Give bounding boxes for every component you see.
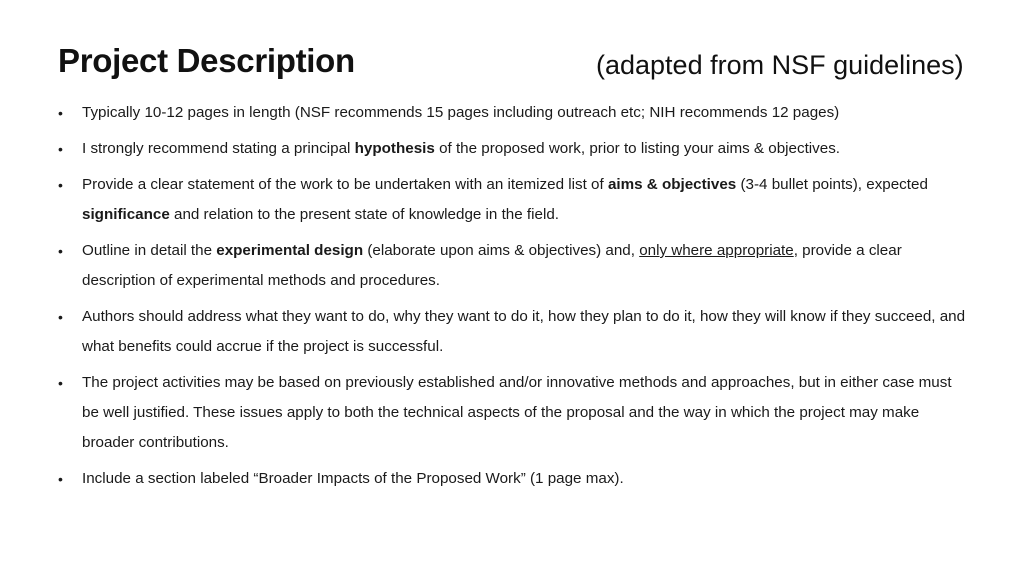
bullet-item-activities bbox=[58, 368, 968, 458]
bullet-text: of the proposed work, prior to listing your aims & objectives. bbox=[434, 140, 841, 157]
bullet-icon: • bbox=[58, 177, 63, 193]
bullet-icon: • bbox=[58, 141, 63, 157]
bullet-text: Outline in detail the bbox=[82, 242, 217, 259]
bullet-item-broader-impacts bbox=[58, 464, 968, 494]
bullet-icon: • bbox=[58, 105, 63, 121]
bullet-item-aims bbox=[58, 170, 968, 230]
bullet-icon: • bbox=[58, 375, 63, 391]
bullet-item-length bbox=[58, 98, 968, 128]
bullet-text: The project activities may be based on previously established and/or innovative methods and approaches, but in either case must be well justified. These issues apply to both the technical aspects of the proposal and the way in which the project may make broader contributions. bbox=[82, 374, 952, 451]
bullet-text: Provide a clear statement of the work to be undertaken with an itemized list of bbox=[82, 176, 608, 193]
bullet-keyword: aims & objectives bbox=[607, 176, 737, 193]
bullet-text: (elaborate upon aims & objectives) and, bbox=[363, 242, 640, 259]
bullet-underlined: only where appropriate bbox=[639, 242, 794, 259]
bullet-icon: • bbox=[58, 309, 63, 325]
slide-title: Project Description bbox=[58, 42, 355, 79]
bullet-item-authors bbox=[58, 302, 968, 362]
bullet-text: Include a section labeled “Broader Impacts of the Proposed Work” (1 page max). bbox=[82, 470, 624, 487]
bullet-item-hypothesis bbox=[58, 134, 968, 164]
bullet-text: I strongly recommend stating a principal bbox=[82, 140, 355, 157]
bullet-text: Typically 10-12 pages in length (NSF recommends 15 pages including outreach etc; NIH recommends 12 pages) bbox=[82, 104, 840, 121]
bullet-icon: • bbox=[58, 243, 63, 259]
bullet-text: and relation to the present state of knowledge in the field. bbox=[169, 206, 560, 223]
bullet-keyword: significance bbox=[82, 206, 170, 223]
bullet-item-design bbox=[58, 236, 968, 296]
slide-subtitle: (adapted from NSF guidelines) bbox=[596, 50, 964, 80]
bullet-icon: • bbox=[58, 471, 63, 487]
bullet-text: Authors should address what they want to do, why they want to do it, how they plan to do it, how they will know if they succeed, and what benefits could accrue if the project is successful. bbox=[82, 308, 966, 355]
bullet-keyword: experimental design bbox=[216, 242, 364, 259]
bullet-keyword: hypothesis bbox=[354, 140, 435, 157]
bullet-text: , provide a clear description of experimental methods and procedures. bbox=[82, 242, 902, 289]
bullet-list bbox=[58, 98, 968, 500]
bullet-text: (3-4 bullet points), expected bbox=[736, 176, 928, 193]
